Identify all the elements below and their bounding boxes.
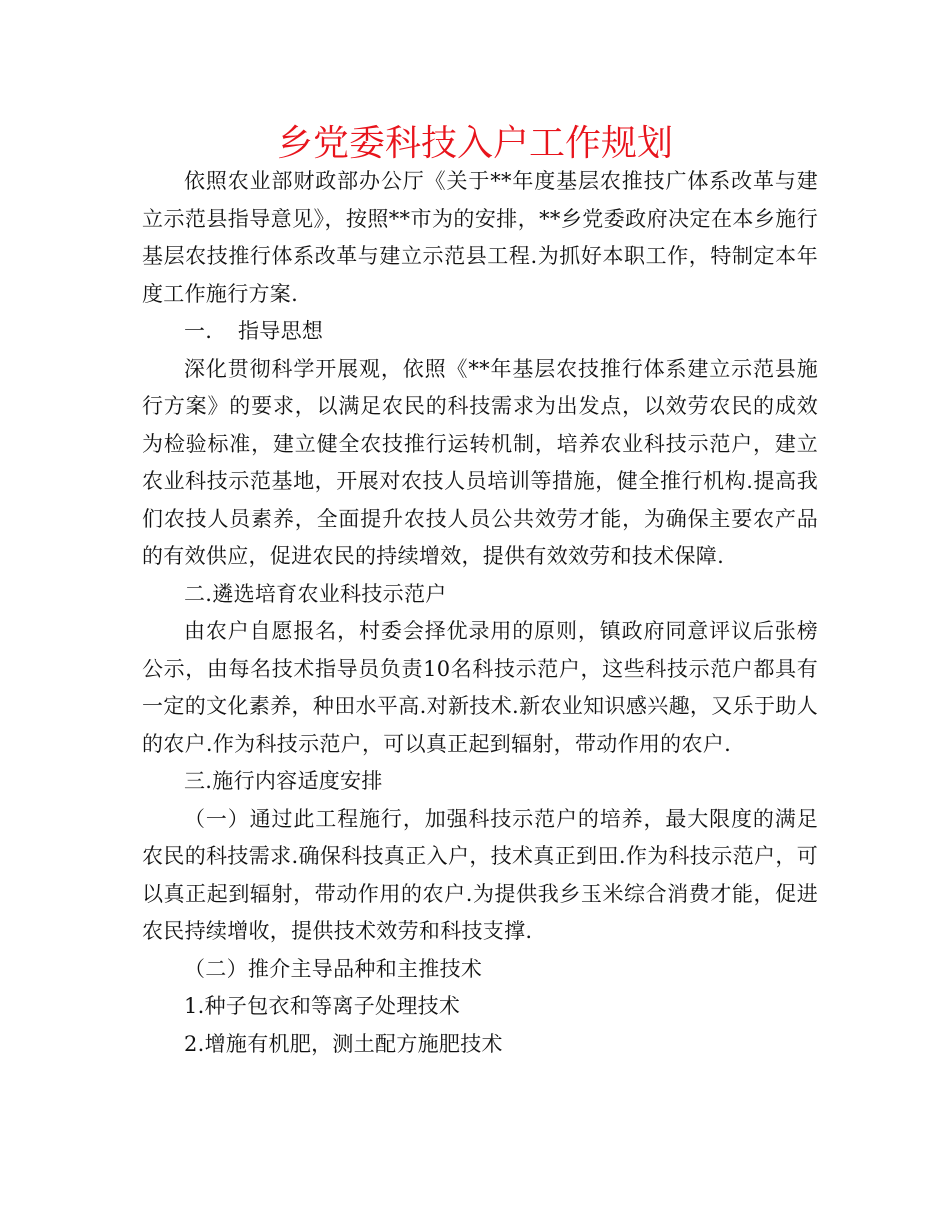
section-3-heading: 三.施行内容适度安排 xyxy=(184,769,383,793)
section-2-heading: 二.遴选培育农业科技示范户 xyxy=(184,581,447,606)
intro-paragraph: 依照农业部财政部办公厅《关于**年度基层农推技广体系改革与建立示范县指导意见》，按照**市为的安排，**乡党委政府决定在本乡施行基层农技推行体系改革与建立示范县工程.为抓好本职工作，特制定本年度工作施行方案. xyxy=(142,169,818,306)
document-title: 乡党委科技入户工作规划 xyxy=(276,123,673,164)
technology-item-1: 1.种子包衣和等离子处理技术 xyxy=(184,994,461,1018)
section-3-item-2: （二）推介主导品种和主推技术 xyxy=(184,956,483,981)
section-1-number: 一. xyxy=(184,319,213,343)
section-1-title: 指导思想 xyxy=(238,319,324,343)
technology-item-2: 2.增施有机肥，测土配方施肥技术 xyxy=(184,1031,503,1056)
section-2-paragraph: 由农户自愿报名，村委会择优录用的原则，镇政府同意评议后张榜公示，由每名技术指导员负责10名科技示范户，这些科技示范户都具有一定的文化素养，种田水平高.对新技术.新农业知识感兴趣，又乐于助人的农户.作为科技示范户，可以真正起到辐射，带动作用的农户. xyxy=(142,619,818,756)
document-body xyxy=(142,163,818,1063)
section-3-item-1: （一）通过此工程施行，加强科技示范户的培养，最大限度的满足农民的科技需求.确保科技真正入户，技术真正到田.作为科技示范户，可以真正起到辐射，带动作用的农户.为提供我乡玉米综合消费才能，促进农民持续增收，提供技术效劳和科技支撑. xyxy=(142,806,818,943)
section-1-paragraph: 深化贯彻科学开展观，依照《**年基层农技推行体系建立示范县施行方案》的要求，以满足农民的科技需求为出发点，以效劳农民的成效为检验标准，建立健全农技推行运转机制，培养农业科技示范户，建立农业科技示范基地，开展对农技人员培训等措施，健全推行机构.提高我们农技人员素养，全面提升农技人员公共效劳才能，为确保主要农产品的有效供应，促进农民的持续增效，提供有效效劳和技术保障. xyxy=(142,356,818,568)
section-1-heading xyxy=(142,313,818,351)
